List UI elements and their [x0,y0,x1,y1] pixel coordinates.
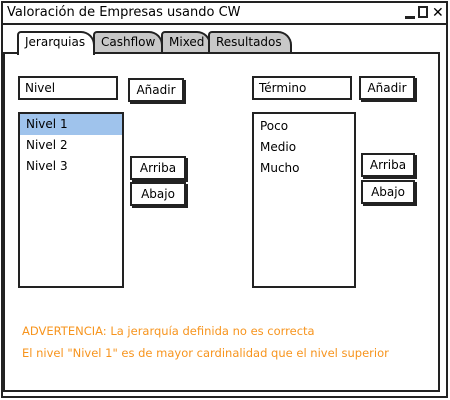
list-item[interactable]: Medio [260,140,297,154]
tab-mixed[interactable]: Mixed [161,31,211,53]
levels-list[interactable] [18,112,124,288]
terms-list[interactable] [252,112,356,288]
tab-resultados[interactable]: Resultados [208,31,292,53]
title-bar [3,3,446,25]
list-item[interactable]: Nivel 3 [26,159,68,173]
maximize-icon[interactable] [418,6,428,18]
close-icon[interactable]: ✕ [432,5,444,21]
warning-message: ADVERTENCIA: La jerarquía definida no es correcta [22,324,315,338]
move-level-down-button[interactable]: Abajo [130,182,186,206]
level-name-input[interactable]: Nivel [18,76,118,100]
term-name-input[interactable]: Término [252,76,352,100]
list-item[interactable]: Mucho [260,161,300,175]
move-term-up-button[interactable]: Arriba [361,153,415,177]
minimize-icon[interactable] [405,7,415,19]
move-level-up-button[interactable]: Arriba [130,156,186,180]
list-item[interactable]: Nivel 2 [26,138,68,152]
move-term-down-button[interactable]: Abajo [361,180,415,204]
list-item[interactable]: Nivel 1 [20,114,122,135]
window-title: Valoración de Empresas usando CW [7,5,241,20]
add-level-button[interactable]: Añadir [128,78,184,102]
add-term-button[interactable]: Añadir [359,76,415,100]
list-item[interactable]: Poco [260,119,289,133]
warning-detail: El nivel "Nivel 1" es de mayor cardinalidad que el nivel superior [22,346,389,360]
tab-jerarquias[interactable]: Jerarquias [17,31,95,55]
tab-cashflow[interactable]: Cashflow [93,31,163,53]
